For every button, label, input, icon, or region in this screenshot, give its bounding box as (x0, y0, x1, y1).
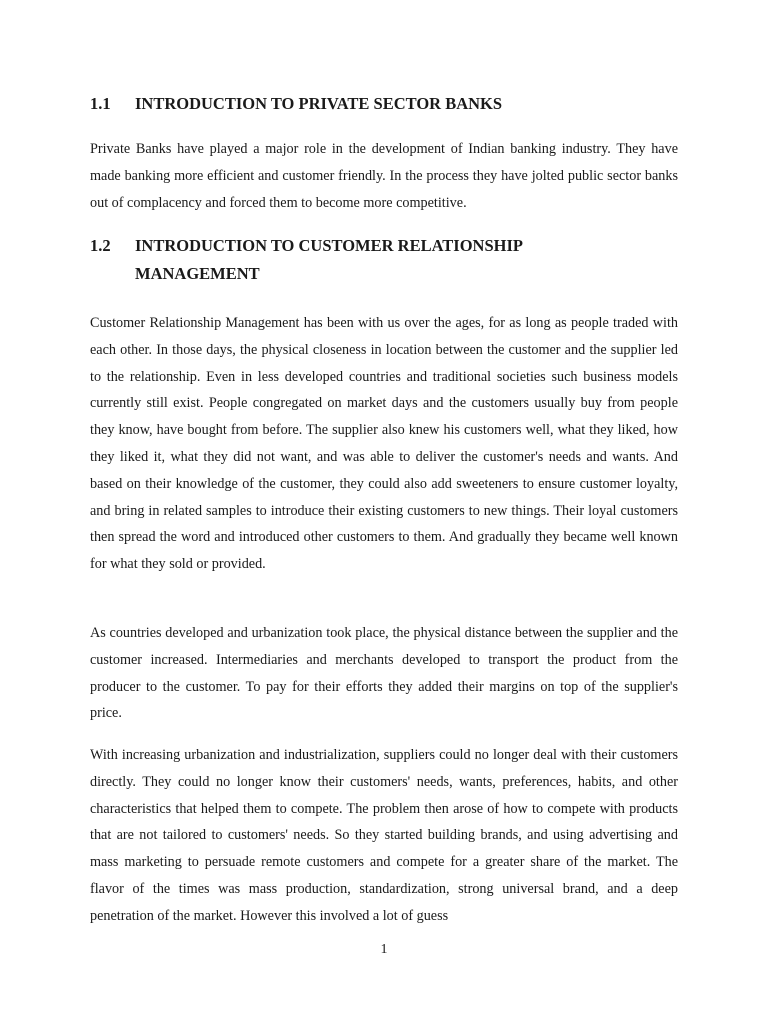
section-title-line-1: INTRODUCTION TO CUSTOMER RELATIONSHIP (135, 236, 523, 255)
section-title-line-2: MANAGEMENT (135, 264, 260, 283)
industrialization-paragraph: With increasing urbanization and industrialization, suppliers could no longer deal with their customers directly. They could no longer know their customers' needs, wants, preferences, habits, and other characteristics that helped them to compete. The problem then arose of how to compete with products that are not tailored to customers' needs. So they started building brands, and using advertising and mass marketing to persuade remote customers and compete for a greater share of the market. The flavor of the times was mass production, standardization, strong universal brand, and a deep penetration of the market. However this involved a lot of guess (90, 747, 678, 924)
urbanization-paragraph: As countries developed and urbanization took place, the physical distance between the supplier and the customer increased. Intermediaries and merchants developed to transport the product from the producer to the customer. To pay for their efforts they added their margins on top of the supplier's price. (90, 625, 678, 722)
section-number: 1.1 (90, 94, 111, 113)
crm-history-paragraph: Customer Relationship Management has been with us over the ages, for as long as people traded with each other. In those days, the physical closeness in location between the customer and the supplier led to the relationship. Even in less developed countries and traditional societies such business models currently still exist. People congregated on market days and the customers usually buy from people they know, have bought from before. The supplier also knew his customers well, what they liked, how they liked it, what they did not want, and was able to deliver the customer's needs and wants. And based on their knowledge of the customer, they could also add sweeteners to ensure customer loyalty, and bring in related samples to introduce their existing customers to new things. Their loyal customers then spread the word and introduced other customers to them. And gradually they became well known for what they sold or provided. (90, 315, 678, 573)
section-title: INTRODUCTION TO PRIVATE SECTOR BANKS (135, 94, 503, 113)
section-1-2-heading (90, 232, 523, 288)
page-number: 1 (380, 942, 388, 957)
section-1-1-heading (90, 90, 502, 118)
intro-private-banks-paragraph: Private Banks have played a major role in the development of Indian banking industry. They have made banking more efficient and customer friendly. In the process they have jolted public sector banks out of complacency and forced them to become more competitive. (90, 141, 678, 211)
section-number: 1.2 (90, 236, 111, 255)
